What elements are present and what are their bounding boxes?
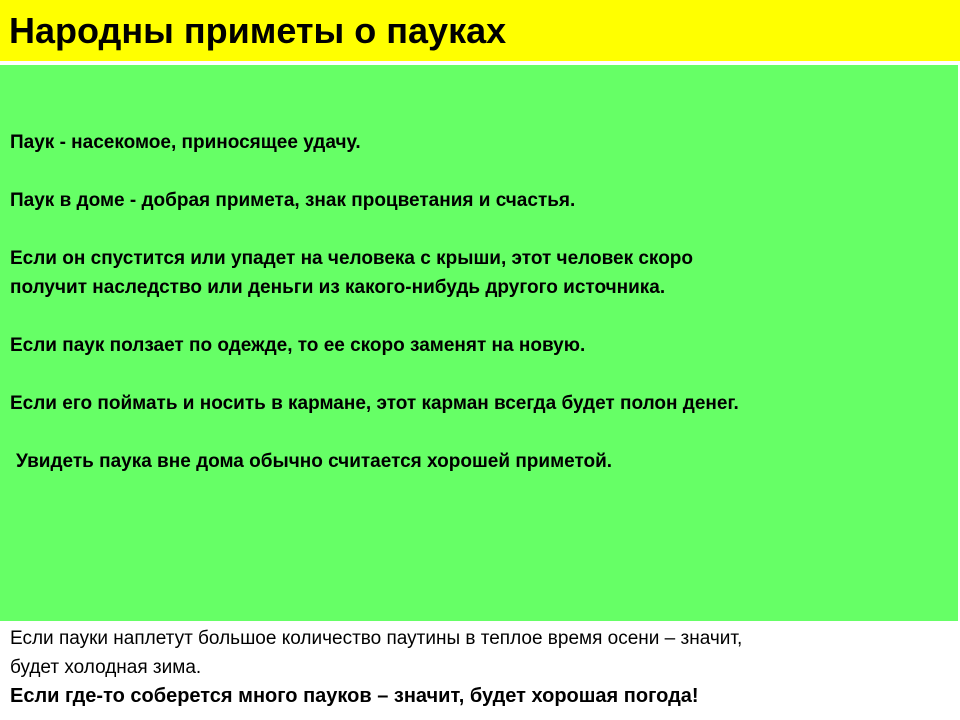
title-bar xyxy=(0,0,960,61)
omen-item: Если паук ползает по одежде, то ее скоро заменят на новую. xyxy=(10,335,586,356)
omen-item xyxy=(10,244,950,302)
footer-text xyxy=(10,624,955,711)
omen-item: Паук - насекомое, приносящее удачу. xyxy=(10,132,361,153)
omen-item: Паук в доме - добрая примета, знак процветания и счастья. xyxy=(10,190,576,211)
footer-bold-line: Если где-то соберется много пауков – значит, будет хорошая погода! xyxy=(10,685,699,707)
footer-paragraph xyxy=(10,624,955,682)
omen-item-line: Если он спустится или упадет на человека с крыши, этот человек скоро xyxy=(10,248,694,269)
omen-item: Если его поймать и носить в кармане, этот карман всегда будет полон денег. xyxy=(10,393,739,414)
footer-line: Если пауки наплетут большое количество паутины в теплое время осени – значит, xyxy=(10,628,743,649)
omen-item-line: получит наследство или деньги из какого-нибудь другого источника. xyxy=(10,277,666,298)
page-title: Народны приметы о пауках xyxy=(9,10,507,51)
omen-item: Увидеть паука вне дома обычно считается хорошей приметой. xyxy=(16,451,613,472)
omens-list xyxy=(10,128,950,505)
footer-line: будет холодная зима. xyxy=(10,657,202,678)
